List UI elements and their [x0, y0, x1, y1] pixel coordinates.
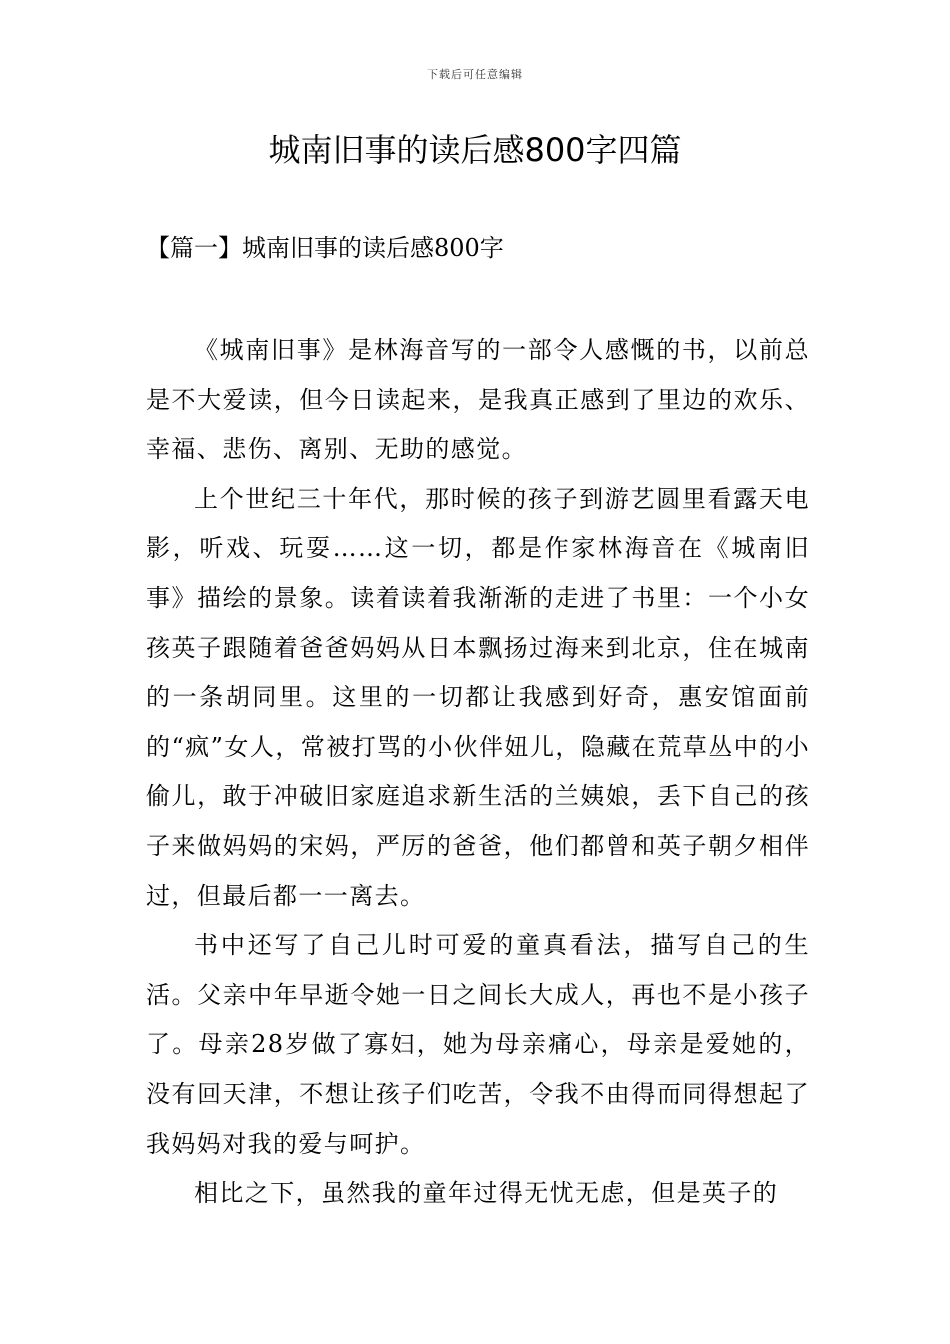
paragraph: 相比之下，虽然我的童年过得无忧无虑，但是英子的: [194, 1179, 779, 1208]
paragraph: 书中还写了自己儿时可爱的童真看法，描写自己的生活。父亲中年早逝令她一日之间长大成人，再也不是小孩子了。母亲28岁做了寡妇，她为母亲痛心，母亲是爱她的，没有回天津，不想让孩子们吃苦，令我不由得而同得想起了我妈妈对我的爱与呵护。: [146, 931, 810, 1158]
document-title: 城南旧事的读后感800字四篇: [268, 131, 682, 169]
paragraph: 上个世纪三十年代，那时候的孩子到游艺圆里看露天电影，听戏、玩耍……这一切，都是作家林海音在《城南旧事》描绘的景象。读着读着我渐渐的走进了书里：一个小女孩英子跟随着爸爸妈妈从日本飘扬过海来到北京，住在城南的一条胡同里。这里的一切都让我感到好奇，惠安馆面前的“疯”女人，常被打骂的小伙伴妞儿，隐藏在荒草丛中的小偷儿，敢于冲破旧家庭追求新生活的兰姨娘，丢下自己的孩子来做妈妈的宋妈，严厉的爸爸，他们都曾和英子朝夕相伴过，但最后都一一离去。: [146, 484, 810, 910]
header-note: 下载后可任意编辑: [427, 68, 523, 81]
section-heading: 【篇一】城南旧事的读后感800字: [146, 234, 504, 262]
paragraph: 《城南旧事》是林海音写的一部令人感慨的书，以前总是不大爱读，但今日读起来，是我真正感到了里边的欢乐、幸福、悲伤、离别、无助的感觉。: [146, 336, 810, 464]
body-text: [146, 326, 810, 1219]
